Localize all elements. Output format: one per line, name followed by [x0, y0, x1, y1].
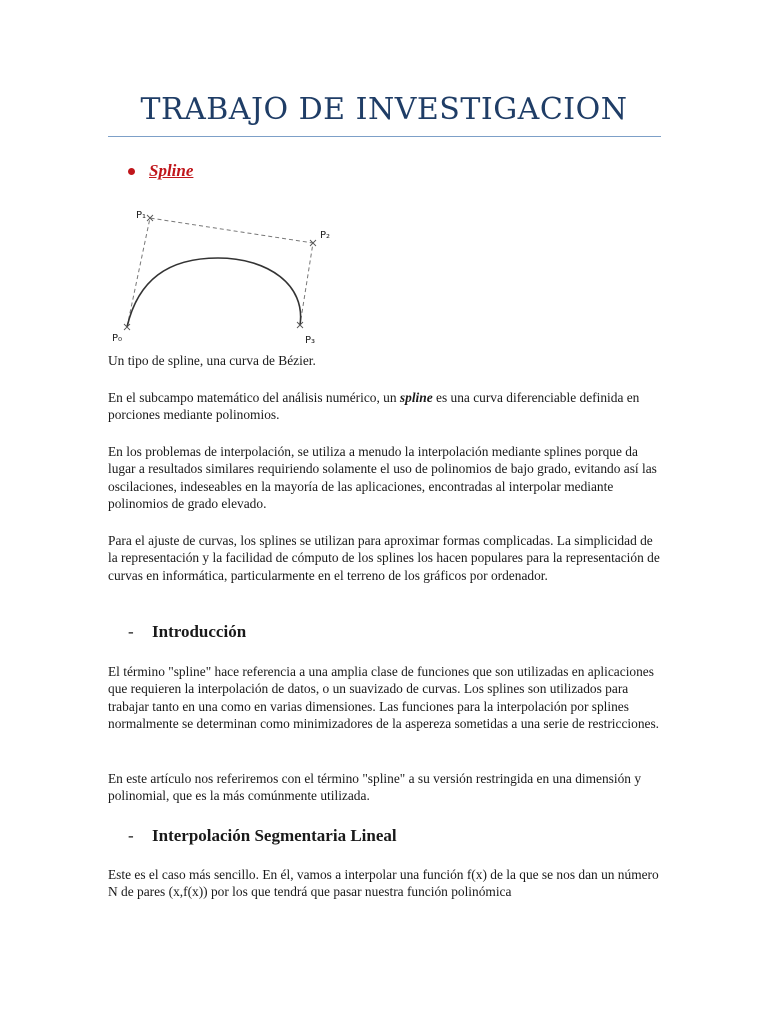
- page-title: TRABAJO DE INVESTIGACION: [140, 92, 628, 127]
- spline-link[interactable]: Spline: [149, 161, 194, 180]
- section-heading: [128, 622, 246, 642]
- label-p1: P₁: [136, 210, 147, 221]
- paragraph-text: En el subcampo matemático del análisis numérico, un: [108, 390, 400, 405]
- paragraph: Para el ajuste de curvas, los splines se utilizan para aproximar formas complicadas. La simplicidad de la representación y la facilidad de cómputo de los splines los hacen populares para la representación de curvas en informática, particularmente en el terreno de los gráficos por ordenador.: [108, 533, 660, 583]
- control-polygon: [127, 218, 313, 327]
- section-dash: -: [128, 622, 134, 641]
- label-p0: P₀: [112, 333, 123, 344]
- title-divider: [108, 136, 661, 137]
- paragraph-text: es una curva diferenciable definida en porciones mediante polinomios.: [108, 390, 640, 423]
- paragraph: En los problemas de interpolación, se utiliza a menudo la interpolación mediante splines porque da lugar a resultados similares requiriendo solamente el uso de polinomios de bajo grado, evitando así las oscilaciones, indeseables en la mayoría de las aplicaciones, encontradas al interpolar mediante polinomios de grado elevado.: [108, 444, 657, 512]
- section-dash: -: [128, 826, 134, 845]
- section-heading: [128, 826, 397, 846]
- figure-caption: Un tipo de spline, una curva de Bézier.: [108, 353, 316, 368]
- label-p3: P₃: [305, 335, 316, 346]
- section-title: Interpolación Segmentaria Lineal: [152, 826, 397, 845]
- paragraph: El término "spline" hace referencia a una amplia clase de funciones que son utilizadas en aplicaciones que requieren la interpolación de datos, o un suavizado de curvas. Los splines son utilizados para trabajar tanto en una como en varias dimensiones. Las funciones para la interpolación por splines normalmente se determinan como minimizadores de la aspereza sometidas a una serie de restricciones.: [108, 664, 660, 732]
- emphasis-spline: spline: [399, 390, 433, 405]
- paragraph: [108, 389, 660, 424]
- paragraph: En este artículo nos referiremos con el término "spline" a su versión restringida en una dimensión y polinomial, que es la más comúnmente utilizada.: [108, 771, 642, 804]
- bezier-curve: [127, 258, 301, 327]
- section-title: Introducción: [152, 622, 247, 641]
- label-p2: P₂: [320, 230, 331, 241]
- bullet-icon: [128, 168, 135, 175]
- bezier-curve-figure: [108, 200, 348, 350]
- bullet-item: [128, 158, 193, 184]
- paragraph: Este es el caso más sencillo. En él, vamos a interpolar una función f(x) de la que se nos dan un número N de pares (x,f(x)) por los que tendrá que pasar nuestra función polinómica: [108, 867, 659, 900]
